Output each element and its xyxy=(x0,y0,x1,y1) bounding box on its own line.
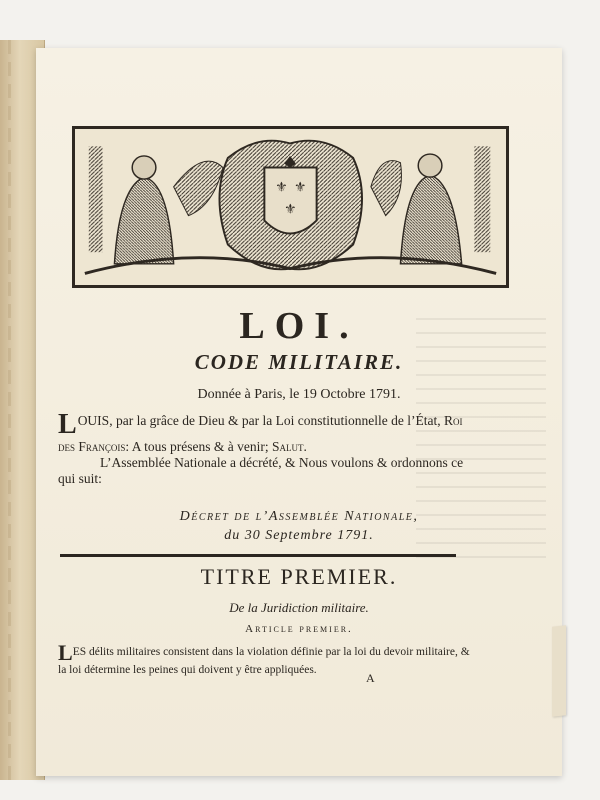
code-title: CODE MILITAIRE. xyxy=(194,350,404,374)
preamble-text-2: : A tous présens & à venir; xyxy=(125,439,273,454)
svg-text:⚜: ⚜ xyxy=(284,201,297,217)
document-page xyxy=(36,48,562,776)
body-dropcap: L xyxy=(58,640,73,665)
decree-line-1: Décret de l’Assemblée Nationale, xyxy=(179,509,419,524)
salut: Salut xyxy=(272,439,304,454)
article-paragraph xyxy=(58,640,478,677)
assemblee-paragraph: L’Assemblée Nationale a décrété, & Nous voulons & ordonnons ce qui suit: xyxy=(58,455,464,486)
article-body xyxy=(58,640,478,677)
section-subtitle: De la Juridiction militaire. xyxy=(229,600,369,615)
catchword: A xyxy=(366,671,375,685)
svg-text:⚜: ⚜ xyxy=(275,179,288,195)
article-heading: Article premier. xyxy=(245,623,353,635)
decree-heading xyxy=(36,507,562,545)
king-name: OUIS xyxy=(77,413,110,428)
preamble xyxy=(58,411,478,487)
page-title: LOI. xyxy=(239,305,359,347)
decree-line-2: du 30 Septembre 1791. xyxy=(224,528,374,543)
woodcut-vignette xyxy=(72,126,509,288)
article-text: ES délits militaires consistent dans la violation définie par la loi du devoir militaire, & la loi détermine les peines qui doivent y être appliquées. xyxy=(58,646,470,676)
date-line: Donnée à Paris, le 19 Octobre 1791. xyxy=(197,387,401,402)
titre-heading: TITRE PREMIER. xyxy=(200,564,398,589)
dropcap: L xyxy=(58,409,77,440)
preamble-text-3: . xyxy=(303,439,307,454)
divider-rule xyxy=(60,554,456,557)
preamble-text: , par la grâce de Dieu & par la Loi constitutionnelle de l’État, xyxy=(109,413,444,428)
svg-text:⚜: ⚜ xyxy=(293,179,307,195)
preamble-paragraph xyxy=(58,411,478,455)
king-title: Roi des François xyxy=(58,413,463,454)
